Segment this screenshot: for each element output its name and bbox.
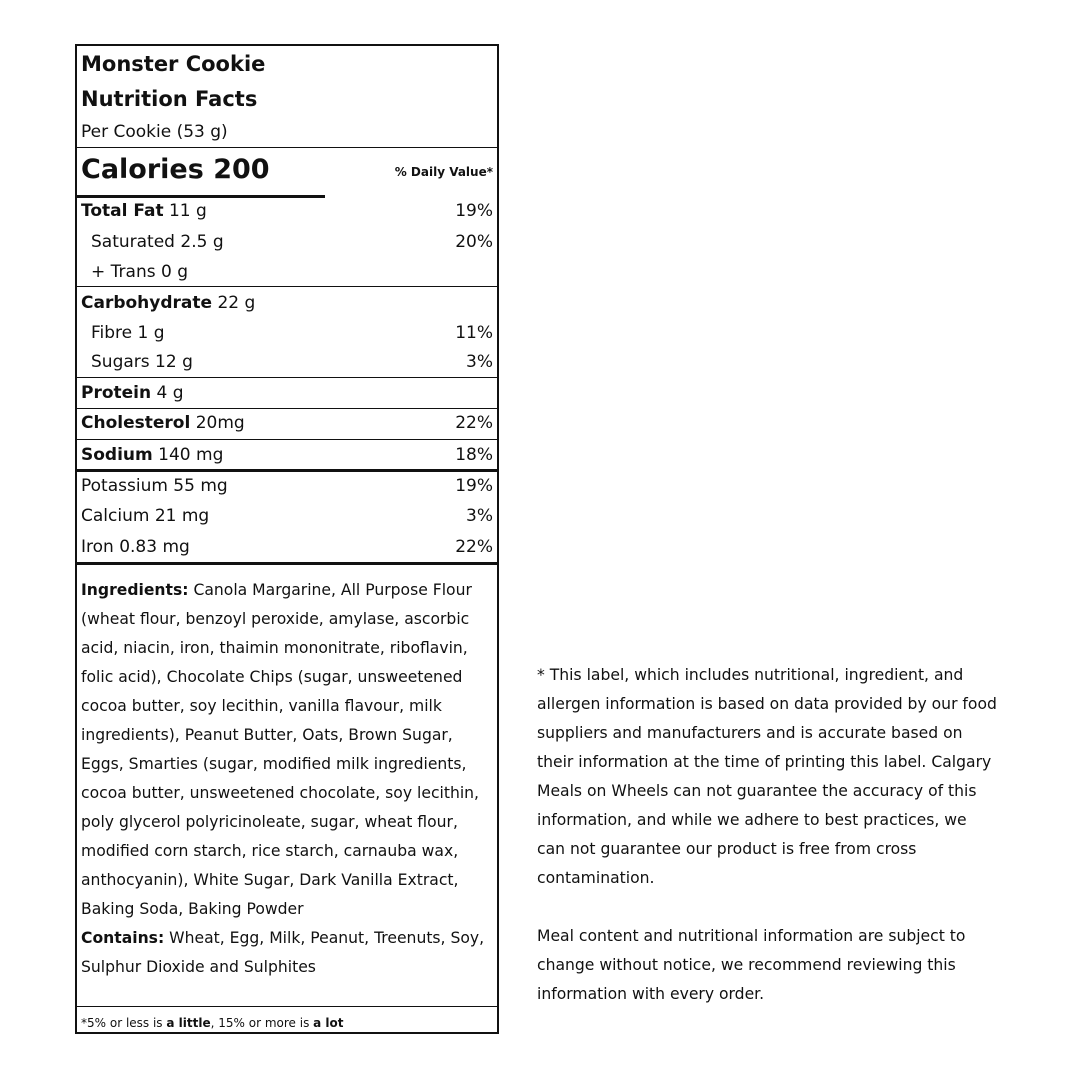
sodium-dv: 18% bbox=[455, 445, 493, 465]
footnote-lot: a lot bbox=[313, 1016, 344, 1030]
fibre-dv: 11% bbox=[455, 323, 493, 343]
sodium-row bbox=[81, 445, 223, 465]
trans-name: + Trans bbox=[91, 262, 156, 282]
calcium-dv: 3% bbox=[466, 506, 493, 526]
total-fat-amount: 11 g bbox=[168, 201, 207, 221]
carbohydrate-amount: 22 g bbox=[217, 293, 256, 313]
ingredients-paragraph bbox=[81, 576, 491, 924]
contains-paragraph bbox=[81, 924, 491, 982]
protein-amount: 4 g bbox=[156, 383, 184, 403]
footnote-middle: , 15% or more is bbox=[210, 1016, 314, 1030]
daily-value-header: % Daily Value* bbox=[394, 165, 493, 179]
divider bbox=[77, 1006, 497, 1007]
cholesterol-name: Cholesterol bbox=[81, 413, 191, 433]
carbohydrate-row bbox=[81, 293, 255, 313]
divider bbox=[77, 377, 497, 378]
calories-label: Calories bbox=[81, 154, 204, 185]
trans-row bbox=[91, 262, 188, 282]
fibre-amount: 1 g bbox=[137, 323, 165, 343]
total-fat-name: Total Fat bbox=[81, 201, 164, 221]
fibre-name: Fibre bbox=[91, 323, 133, 343]
change-notice-paragraph: Meal content and nutritional information are subject to change without notice, we recommend reviewing this information with every order. bbox=[537, 927, 966, 1003]
sugars-amount: 12 g bbox=[155, 352, 193, 372]
product-name: Monster Cookie bbox=[81, 52, 266, 76]
iron-text: Iron 0.83 mg bbox=[81, 537, 190, 557]
serving-size: Per Cookie (53 g) bbox=[81, 122, 228, 142]
calcium-text: Calcium 21 mg bbox=[81, 506, 210, 526]
sugars-row bbox=[91, 352, 193, 372]
ingredients-block bbox=[81, 576, 491, 982]
total-fat-dv: 19% bbox=[455, 201, 493, 221]
saturated-amount: 2.5 g bbox=[180, 232, 224, 252]
divider bbox=[77, 469, 497, 472]
saturated-name: Saturated bbox=[91, 232, 175, 252]
footnote-little: a little bbox=[166, 1016, 211, 1030]
calories bbox=[81, 154, 270, 185]
sodium-amount: 140 mg bbox=[158, 445, 224, 465]
potassium-text: Potassium 55 mg bbox=[81, 476, 228, 496]
divider bbox=[77, 408, 497, 409]
protein-name: Protein bbox=[81, 383, 152, 403]
cholesterol-dv: 22% bbox=[455, 413, 493, 433]
fibre-row bbox=[91, 323, 165, 343]
protein-row bbox=[81, 383, 184, 403]
contains-label: Contains: bbox=[81, 929, 165, 947]
divider bbox=[77, 562, 497, 565]
ingredients-label: Ingredients: bbox=[81, 581, 189, 599]
sugars-name: Sugars bbox=[91, 352, 150, 372]
divider bbox=[77, 286, 497, 287]
contains-text: Wheat, Egg, Milk, Peanut, Treenuts, Soy, Sulphur Dioxide and Sulphites bbox=[81, 929, 485, 976]
total-fat-row bbox=[81, 201, 207, 221]
sugars-dv: 3% bbox=[466, 352, 493, 372]
divider bbox=[77, 147, 497, 148]
potassium-dv: 19% bbox=[455, 476, 493, 496]
calories-rule bbox=[77, 195, 325, 198]
calories-value: 200 bbox=[213, 154, 270, 185]
saturated-row bbox=[91, 232, 224, 252]
carbohydrate-name: Carbohydrate bbox=[81, 293, 213, 313]
iron-dv: 22% bbox=[455, 537, 493, 557]
footnote-prefix: *5% or less is bbox=[81, 1016, 167, 1030]
nutrition-facts-heading: Nutrition Facts bbox=[81, 87, 258, 111]
disclaimer-paragraph: * This label, which includes nutritional, ingredient, and allergen information is based on data provided by our food suppliers and manufacturers and is accurate based on their information at the time of printing this label. Calgary Meals on Wheels can not guarantee the accuracy of this information, and while we adhere to best practices, we can not guarantee our product is free from cross contamination. bbox=[537, 666, 997, 887]
cholesterol-row bbox=[81, 413, 245, 433]
saturated-dv: 20% bbox=[455, 232, 493, 252]
nutrition-facts-label bbox=[75, 44, 499, 1034]
disclaimer-notes bbox=[537, 661, 997, 1009]
ingredients-text: Canola Margarine, All Purpose Flour (wheat flour, benzoyl peroxide, amylase, ascorbic acid, niacin, iron, thaimin mononitrate, riboflavin, folic acid), Chocolate Chips (sugar, unsweetened cocoa butter, soy lecithin, vanilla flavour, milk ingredients), Peanut Butter, Oats, Brown Sugar, Eggs, Smarties (sugar, modified milk ingredients, cocoa butter, unsweetened chocolate, soy lecithin, poly glycerol polyricinoleate, sugar, wheat flour, modified corn starch, rice starch, carnauba wax, anthocyanin), White Sugar, Dark Vanilla Extract, Baking Soda, Baking Powder bbox=[81, 581, 480, 918]
trans-amount: 0 g bbox=[160, 262, 188, 282]
cholesterol-amount: 20mg bbox=[195, 413, 245, 433]
sodium-name: Sodium bbox=[81, 445, 153, 465]
daily-value-footnote bbox=[81, 1016, 344, 1030]
divider bbox=[77, 439, 497, 440]
